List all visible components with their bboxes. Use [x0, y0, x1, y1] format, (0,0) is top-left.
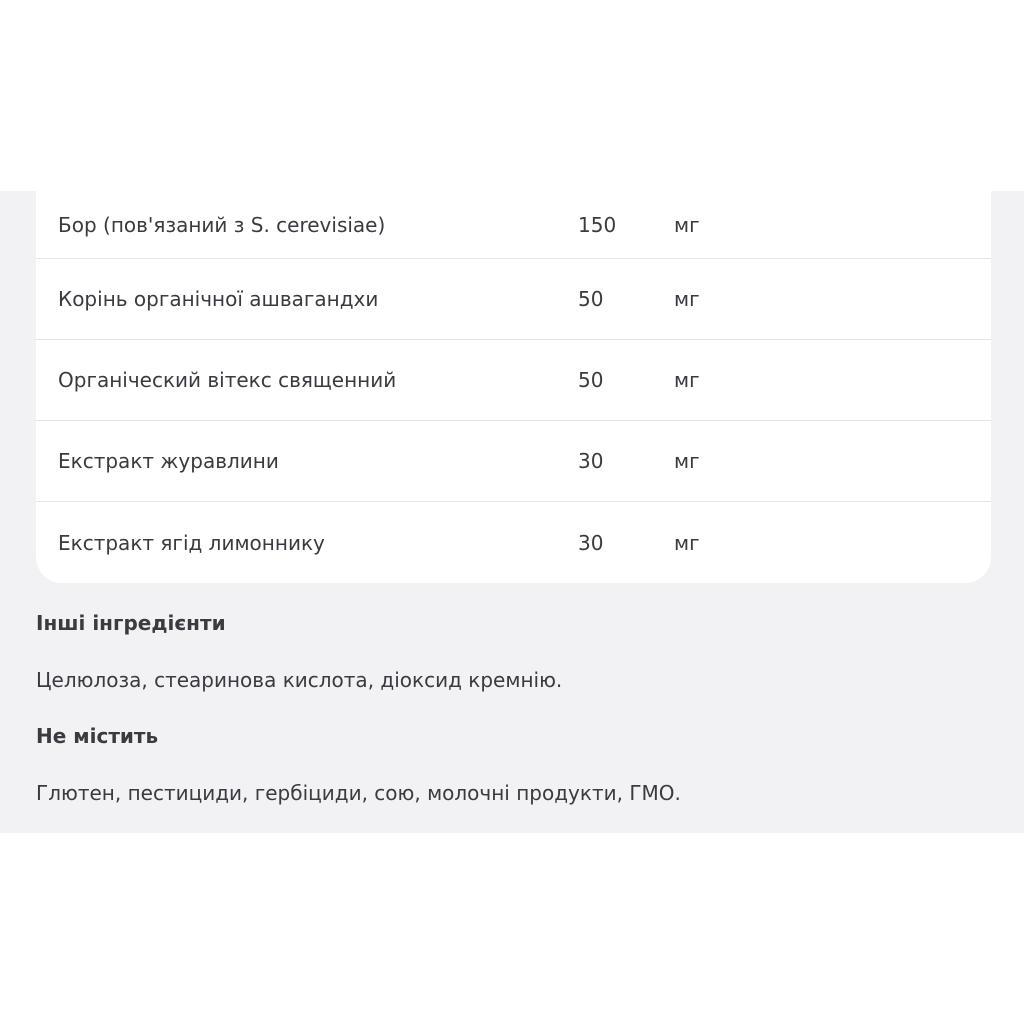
- ingredient-unit: мг: [674, 368, 700, 392]
- supplement-facts-panel: [0, 191, 1024, 833]
- table-row: [36, 191, 991, 259]
- ingredient-name: Корінь органічної ашвагандхи: [58, 287, 379, 311]
- ingredient-amount: 150: [578, 212, 617, 237]
- does-not-contain-title: Не містить: [36, 724, 159, 748]
- ingredient-unit: мг: [674, 449, 700, 473]
- ingredient-unit: мг: [674, 287, 700, 311]
- other-ingredients-text: Целюлоза, стеаринова кислота, діоксид кремнію.: [36, 668, 563, 692]
- ingredient-unit: мг: [674, 212, 700, 237]
- does-not-contain-text: Глютен, пестициди, гербіциди, сою, молочні продукти, ГМО.: [36, 781, 681, 805]
- ingredient-name: Бор (пов'язаний з S. cerevisiae): [58, 212, 386, 237]
- ingredient-amount: 30: [578, 449, 604, 473]
- ingredient-amount: 50: [578, 287, 604, 311]
- ingredient-amount: 30: [578, 530, 604, 555]
- ingredient-name: Екстракт ягід лимоннику: [58, 530, 325, 555]
- ingredient-amount: 50: [578, 368, 604, 392]
- table-row: [36, 340, 991, 421]
- table-row: [36, 259, 991, 340]
- other-ingredients-title: Інші інгредієнти: [36, 611, 226, 635]
- ingredients-table: [36, 191, 991, 583]
- ingredient-name: Органіческий вітекс священний: [58, 368, 397, 392]
- table-row: [36, 421, 991, 502]
- ingredient-name: Екстракт журавлини: [58, 449, 279, 473]
- ingredient-unit: мг: [674, 530, 700, 555]
- table-row: [36, 502, 991, 583]
